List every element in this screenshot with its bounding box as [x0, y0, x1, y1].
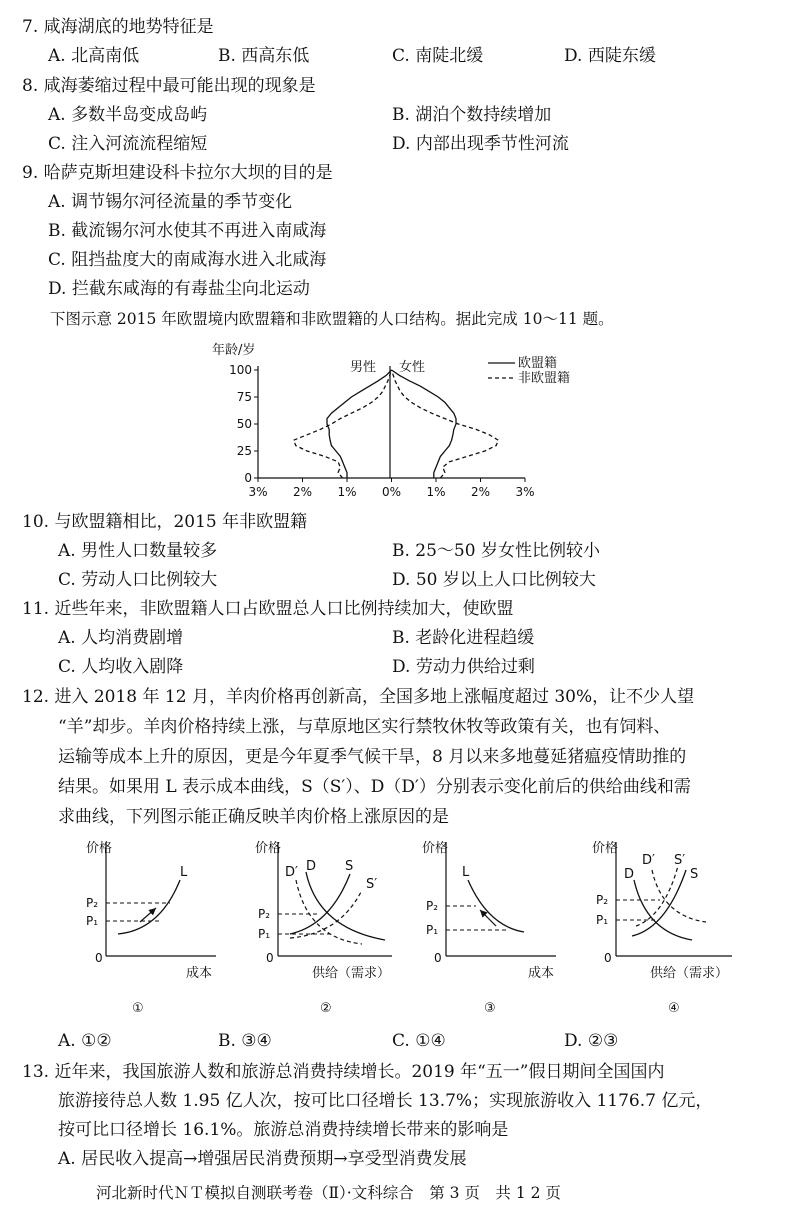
graph-3-price-label: 价格	[422, 841, 449, 856]
x-tick-label: 2%	[292, 485, 313, 499]
q12-line-4: 结果。如果用 L 表示成本曲线，S（S′）、D（D′）分别表示变化前后的供给曲线和需	[58, 777, 691, 797]
q8-option-a: A. 多数半岛变成岛屿	[48, 105, 208, 125]
page-footer: 河北新时代ＮＴ模拟自测联考卷（Ⅱ）·文科综合 第 3 页 共 1 2 页	[96, 1184, 561, 1202]
q12-graphs	[0, 830, 794, 1020]
q11-option-d: D. 劳动力供给过剩	[392, 657, 535, 677]
graph-3-number: ③	[484, 1001, 496, 1016]
q13-line-2: 旅游接待总人数 1.95 亿人次，按可比口径增长 13.7%；实现旅游收入 1176.7 亿元，	[58, 1091, 713, 1111]
graph-2-P1: P₁	[258, 927, 271, 941]
graph-2	[255, 840, 392, 1016]
legend-label-non-eu: 非欧盟籍	[518, 371, 571, 386]
x-tick-label: 3%	[515, 485, 535, 499]
q12-line-5: 求曲线，下列图示能正确反映羊肉价格上涨原因的是	[58, 807, 449, 827]
graph-4-P2: P₂	[596, 893, 609, 907]
q13-option-a: A. 居民收入提高→增强居民消费预期→享受型消费发展	[58, 1149, 467, 1169]
graph-1-cost-curve	[118, 880, 180, 934]
y-tick-label: 25	[236, 444, 252, 458]
q11-stem: 11. 近些年来，非欧盟籍人口占欧盟总人口比例持续加大，使欧盟	[22, 599, 514, 619]
q7-option-b: B. 西高东低	[218, 46, 310, 66]
q10-option-c: C. 劳动人口比例较大	[58, 570, 218, 590]
y-tick-label: 100	[229, 363, 252, 377]
eu-male-line	[327, 370, 392, 478]
x-tick-label: 1%	[426, 485, 446, 499]
graph-2-price-label: 价格	[255, 841, 282, 856]
graph-4-S2-label: S′	[674, 853, 686, 868]
x-tick-label: 3%	[248, 485, 268, 499]
q7-stem: 7. 咸海湖底的地势特征是	[22, 17, 214, 37]
graph-1	[86, 840, 216, 1016]
graph-3-cost-label: 成本	[528, 966, 555, 981]
q12-option-d: D. ②③	[564, 1031, 619, 1051]
graph-4-number: ④	[668, 1001, 680, 1016]
q13-line-3: 按可比口径增长 16.1%。旅游总消费持续增长带来的影响是	[58, 1120, 509, 1140]
q10-option-d: D. 50 岁以上人口比例较大	[392, 570, 596, 590]
q12-line-1: 12. 进入 2018 年 12 月，羊肉价格再创新高，全国多地上涨幅度超过 30%，让不少人望	[22, 687, 695, 707]
graph-1-cost-label: 成本	[186, 966, 213, 981]
graph-3-cost-curve	[468, 880, 524, 932]
q12-option-c: C. ①④	[392, 1031, 446, 1051]
graph-3-P2: P₂	[426, 899, 439, 913]
q9-option-a: A. 调节锡尔河径流量的季节变化	[48, 192, 293, 212]
graph-3-L-label: L	[462, 865, 470, 880]
q9-option-b: B. 截流锡尔河水使其不再进入南咸海	[48, 221, 327, 241]
q7-option-d: D. 西陡东缓	[564, 46, 656, 66]
non-eu-female-line	[392, 370, 499, 478]
male-label: 男性	[350, 360, 377, 375]
graph-4-D-label: D	[624, 867, 635, 882]
graph-1-L-label: L	[180, 865, 188, 880]
graph-2-origin: 0	[266, 951, 274, 965]
graph-3	[422, 840, 556, 1016]
y-tick-label: 75	[236, 390, 252, 404]
y-tick-label: 50	[236, 417, 252, 431]
graph-1-P2: P₂	[86, 896, 99, 910]
q8-option-d: D. 内部出现季节性河流	[392, 134, 569, 154]
q11-option-b: B. 老龄化进程趋缓	[392, 628, 535, 648]
graph-1-price-label: 价格	[86, 841, 113, 856]
x-tick-label: 1%	[337, 485, 357, 499]
graph-2-axis-label: 供给（需求）	[312, 966, 391, 981]
q7-option-c: C. 南陡北缓	[392, 46, 484, 66]
q10-option-a: A. 男性人口数量较多	[58, 541, 218, 561]
graph-4-demand-D	[634, 880, 692, 940]
population-pyramid-chart	[200, 338, 571, 508]
q10-stem: 10. 与欧盟籍相比，2015 年非欧盟籍	[22, 512, 308, 532]
female-label: 女性	[399, 360, 426, 375]
q11-option-a: A. 人均消费剧增	[58, 628, 184, 648]
q11-option-c: C. 人均收入剧降	[58, 657, 184, 677]
graph-4	[592, 840, 732, 1016]
graph-4-supply-S	[632, 870, 686, 936]
q8-option-b: B. 湖泊个数持续增加	[392, 105, 552, 125]
q9-option-c: C. 阻挡盐度大的南咸海水进入北咸海	[48, 250, 327, 270]
graph-2-S-label: S	[345, 859, 354, 874]
q8-stem: 8. 咸海萎缩过程中最可能出现的现象是	[22, 76, 316, 96]
q9-option-d: D. 拦截东咸海的有毒盐尘向北运动	[48, 279, 310, 299]
q7-option-a: A. 北高南低	[48, 46, 140, 66]
q12-line-3: 运输等成本上升的原因，更是今年夏季气候干旱，8 月以来多地蔓延猪瘟疫情助推的	[58, 747, 687, 767]
q12-line-2: “羊”却步。羊肉价格持续上涨，与草原地区实行禁牧休牧等政策有关，也有饲料、	[58, 717, 671, 737]
graph-2-P2: P₂	[258, 907, 271, 921]
graph-2-D-label: D	[306, 859, 317, 874]
y-tick-label: 0	[244, 471, 252, 485]
eu-female-line	[392, 370, 457, 478]
graph-4-axis-label: 供给（需求）	[650, 966, 729, 981]
graph-4-P1: P₁	[596, 913, 609, 927]
graph-1-P1: P₁	[86, 914, 99, 928]
graph-3-origin: 0	[434, 951, 442, 965]
graph-4-D2-label: D′	[642, 853, 655, 868]
q12-option-b: B. ③④	[218, 1031, 272, 1051]
q9-stem: 9. 哈萨克斯坦建设科卡拉尔大坝的目的是	[22, 163, 333, 183]
graph-4-origin: 0	[604, 951, 612, 965]
q12-option-a: A. ①②	[58, 1031, 112, 1051]
graph-1-origin: 0	[95, 951, 103, 965]
intro-10-11: 下图示意 2015 年欧盟境内欧盟籍和非欧盟籍的人口结构。据此完成 10～11 题。	[50, 310, 614, 328]
graph-2-D2-label: D′	[285, 865, 298, 880]
graph-3-P1: P₁	[426, 923, 439, 937]
graph-4-price-label: 价格	[592, 841, 619, 856]
legend-label-eu: 欧盟籍	[518, 356, 558, 371]
graph-1-number: ①	[132, 1001, 144, 1016]
graph-2-number: ②	[320, 1001, 332, 1016]
y-axis-label: 年龄/岁	[212, 343, 256, 358]
x-tick-label: 0%	[381, 485, 402, 499]
graph-2-S2-label: S′	[366, 877, 378, 892]
graph-4-supply-S2	[636, 866, 678, 926]
q10-option-b: B. 25～50 岁女性比例较小	[392, 541, 600, 561]
graph-4-S-label: S	[690, 867, 699, 882]
x-tick-label: 2%	[470, 485, 491, 499]
q8-option-c: C. 注入河流流程缩短	[48, 134, 208, 154]
q13-line-1: 13. 近年来，我国旅游人数和旅游总消费持续增长。2019 年“五一”假日期间全国国内	[22, 1062, 665, 1082]
